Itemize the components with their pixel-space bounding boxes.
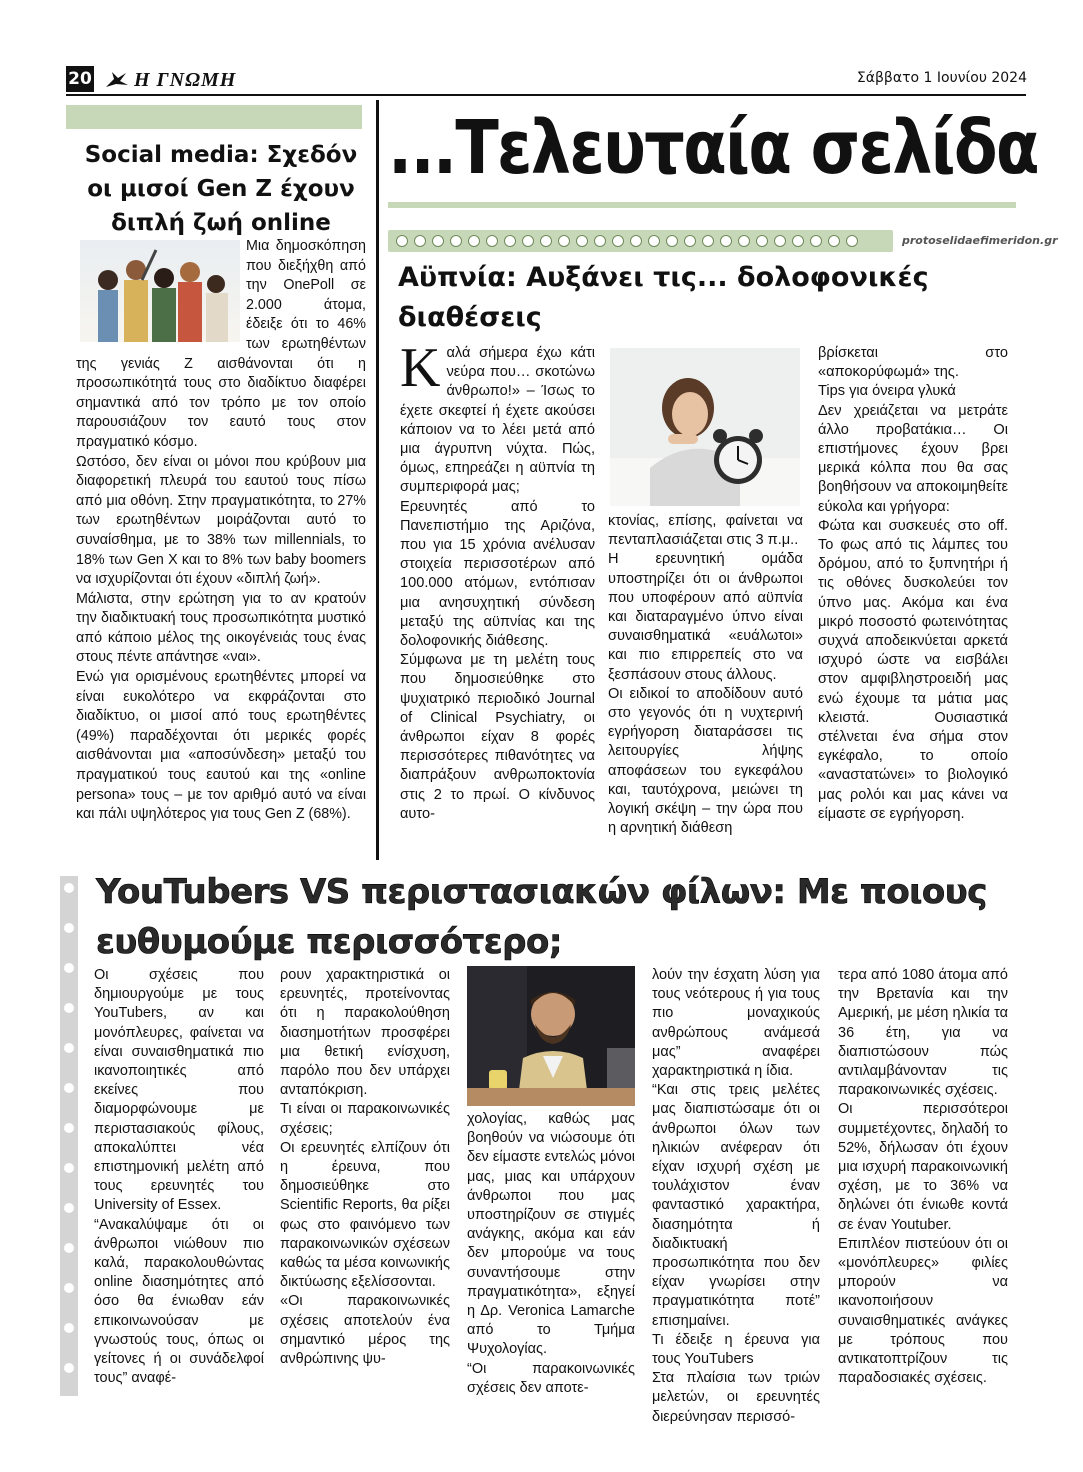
dot-icon [792, 235, 804, 247]
bird-logo-icon [104, 69, 130, 91]
paragraph: κτονίας, επίσης, φαίνεται να πενταπλασιάζεται στις 3 π.μ.. [608, 513, 803, 549]
subheading: Τι είναι οι παρακοινωνικές σχέσεις; [280, 1101, 450, 1137]
dot-icon [846, 235, 858, 247]
paragraph: αλά σήμερα έχω κάτι νεύρα που… σκοτώνω άνθρωπο!» – Ίσως το έχετε σκεφτεί ή έχετε ακούσει κάποιον να το λέει μετά από μια άγρυπνη νύχτα. Πώς, όμως, επηρεάζει η αϋπνία τη συμπεριφορά μας; [400, 345, 595, 496]
photo-spacer [76, 237, 246, 345]
dots-decoration-bar [388, 230, 893, 252]
dot-icon [468, 235, 480, 247]
dot-icon [738, 235, 750, 247]
youtuber-photo [467, 966, 635, 1106]
social-media-headline: Social media: Σχεδόν οι μισοί Gen Z έχουν διπλή ζωή online [84, 142, 358, 236]
header-rule [66, 94, 1026, 96]
subheading: Τι έδειξε η έρευνα για τους YouTubers [652, 1331, 820, 1368]
dot-icon [630, 235, 642, 247]
dot-icon [450, 235, 462, 247]
insomnia-headline: Αϋπνία: Αυξάνει τις... δολοφονικές διαθέσεις [398, 262, 929, 333]
paragraph: Οι σχέσεις που δημιουργούμε με τους YouTubers, αν και μονόπλευρες, φαίνεται να είναι συναισθηματικά πιο ικανοποιητικές από εκείνες που διαμορφώνουμε με περιστασιακούς φίλους, αποκαλύπτει νέα επιστημονική μελέτη από τους ερευνητές του University of Essex. [94, 967, 264, 1214]
paragraph: τερα από 1080 άτομα από την Βρετανία και την Αμερική, με μέση ηλικία τα 36 έτη, για να διαπιστώσουν πώς αντιλαμβάνονταν τις παρακοινωνικές σχέσεις. [838, 967, 1008, 1099]
paragraph: Μια δημοσκόπηση που διεξήχθη από την OnePoll σε 2.000 άτομα, έδειξε ότι το 46% των ερωτηθέντων της γενιάς Z αισθάνονται ότι η προσωπικότητά τους στο διαδίκτυο διαφέρει σημαντικά από τον τρόπο με τον οποίο παρουσιάζουν τον εαυτό τους στον πραγματικό κόσμο. [76, 238, 366, 450]
paragraph: Στα πλαίσια των τριών μελετών, οι ερευνητές διερεύνησαν περισσό- [652, 1370, 820, 1425]
dot-icon [522, 235, 534, 247]
dot-icon [828, 235, 840, 247]
paragraph: Ενώ για ορισμένους ερωτηθέντες μπορεί να είναι ευκολότερο να εκφράζονται στο διαδίκτυο, οι μισοί από τους ερωτηθέντες (49%) παραδέχονται ότι μερικές φορές αισθάνονται μια «αποσύνδεση» μεταξύ του πραγματικού τους εαυτού και της «online persona» τους – με τον αριθμό αυτό να είναι και πάλι υψηλότερος για τους Gen Z (68%). [76, 669, 366, 823]
youtubers-column-1 [94, 966, 264, 1388]
paragraph: «Οι παρακοινωνικές σχέσεις αποτελούν ένα σημαντικό μέρος της ανθρώπινης ψυ- [280, 1293, 450, 1368]
paragraph: Δεν χρειάζεται να μετράτε άλλο προβατάκια… Οι επιστήμονες έχουν βρει μερικά κόλπα που θα σας βοηθήσουν να αποκοιμηθείτε εύκολα και γρήγορα: [818, 402, 1008, 515]
dot-icon [810, 235, 822, 247]
insomnia-column-1 [400, 337, 595, 824]
paragraph: βρίσκεται στο «αποκορύφωμά» της. [818, 345, 1008, 381]
newspaper-logo [104, 66, 244, 94]
dot-icon [414, 235, 426, 247]
source-site: protoselidaefimeridon.gr [902, 234, 1058, 247]
paragraph: Επιπλέον πιστεύουν ότι οι «μονόπλευρες» φιλίες μπορούν να ικανοποιήσουν συναισθηματικές ανάγκες με τρόπους που αντικατοπτρίζουν τις παραδοσιακές σχέσεις. [838, 1235, 1008, 1387]
paragraph: ρουν χαρακτηριστικά οι ερευνητές, προτείνοντας ότι η παρακολούθηση διασημοτήτων προσφέρει μια θετική ενίσχυση, παρόλο που δεν υπάρχει ανταπόκριση. [280, 967, 450, 1099]
paragraph: Οι ερευνητές ελπίζουν ότι η έρευνα, που δημοσιεύθηκε στο Scientific Reports, θα ρίξει φως στο φαινόμενο των παρακοινωνικών σχέσεων καθώς τα μέσα κοινωνικής δικτύωσης εξελίσσονται. [280, 1139, 450, 1291]
paragraph: Μάλιστα, στην ερώτηση για το αν κρατούν την διαδικτυακή τους προσωπικότητα μυστικό από κάποιο μέλος της οικογένειάς τους ένας στους πέντε απάντησε «ναι». [76, 590, 366, 666]
insomnia-column-3 [818, 344, 1008, 824]
youtubers-column-5 [838, 966, 1008, 1388]
dot-icon [504, 235, 516, 247]
dot-icon [396, 235, 408, 247]
dot-icon [540, 235, 552, 247]
paragraph: Οι περισσότεροι συμμετέχοντες, δηλαδή το 52%, δήλωσαν ότι έχουν μια ισχυρή παρακοινωνική σχέση, με το 36% να δηλώνει ότι ένιωθε κοντά σε έναν Youtuber. [838, 1101, 1008, 1233]
sleepless-woman-photo [610, 348, 800, 506]
paragraph: Η ερευνητική ομάδα υποστηρίζει ότι οι άνθρωποι που υποφέρουν από αϋπνία και διαταραγμένο ύπνο είναι συναισθηματικά «ευάλωτοι» και πιο επιρρεπείς στο να ξεσπάσουν στους άλλους. [608, 551, 803, 683]
dot-icon [720, 235, 732, 247]
dot-icon [774, 235, 786, 247]
column-divider [376, 100, 379, 860]
paragraph: Φώτα και συσκευές στο off. Το φως από τις λάμπες του δρόμου, από το ξυπνητήρι ή τις οθόνες δυσκολεύει τον ύπνο μας. Ακόμα και ένα μικρό ποσοστό φωτεινότητας συχνά αποδεικνύεται αρκετά ισχυρό ώστε να εισβάλει στον αμφιβληστροειδή μας ενώ έχουμε τα μάτια μας κλειστά. Ουσιαστικά στέλνεται ένα σήμα στον εγκέφαλο, το οποίο «αναστατώνει» το βιολογικό μας ρολόι και μας κάνει να είμαστε σε εγρήγορση. [818, 517, 1008, 822]
paragraph: “Ανακαλύψαμε ότι οι άνθρωποι νιώθουν πιο καλά, παρακολουθώντας online διασημότητες από όσο θα ένιωθαν εάν επικοινωνούσαν με γνωστούς τους, όπως οι γείτονες ή οι συνάδελφοί τους” αναφέ- [94, 1216, 264, 1387]
dot-icon [486, 235, 498, 247]
youtubers-column-4 [652, 966, 820, 1427]
film-strip-decoration [60, 876, 78, 1396]
insomnia-column-2 [608, 512, 803, 838]
dot-icon [684, 235, 696, 247]
paragraph: Ωστόσο, δεν είναι οι μόνοι που κρύβουν μια διαφορετική πλευρά του εαυτού τους πίσω από μια οθόνη. Στην πραγματικότητα, το 27% των ερωτηθέντων μοιράζονται αυτό το συναίσθημα, με το 38% των millennials, το 18% των Gen X και το 8% των baby boomers να ισχυρίζονται ότι έχουν «διπλή ζωή». [76, 453, 366, 588]
dot-icon [594, 235, 606, 247]
dot-icon [756, 235, 768, 247]
dot-icon [648, 235, 660, 247]
paragraph: Σύμφωνα με τη μελέτη τους που δημοσιεύθηκε στο ψυχιατρικό περιοδικό Journal of Clinical Psychiatry, οι άνθρωποι είχαν 8 φορές περισσότερες πιθανότητες να διαπράξουν ανθρωποκτονία στις 2 το πρωί. Ο κίνδυνος αυτο- [400, 652, 595, 822]
dot-icon [702, 235, 714, 247]
dot-icon [432, 235, 444, 247]
dot-icon [558, 235, 570, 247]
last-page-banner: ...Τελευταία σελίδα [388, 105, 1038, 191]
social-media-body [76, 237, 366, 825]
dot-icon [576, 235, 588, 247]
subheading: Tips για όνειρα γλυκά [818, 383, 956, 400]
paragraph: “Και στις τρεις μελέτες μας διαπιστώσαμε ότι οι άνθρωποι όλων των ηλικιών ανέφεραν ότι είχαν ισχυρή σχέση με τουλάχιστον έναν φανταστικό χαρακτήρα, διασημότητα ή διαδικτυακή προσωπικότητα που δεν είχαν γνωρίσει στην πραγματικότητα ποτέ” επισημαίνει. [652, 1082, 820, 1329]
youtubers-column-3 [467, 1110, 635, 1398]
paragraph: λούν την έσχατη λύση για τους νεότερους ή για τους πιο μοναχικούς ανθρώπους ανάμεσά μας” αναφέρει χαρακτηριστικά η ίδια. [652, 967, 820, 1080]
issue-date: Σάββατο 1 Ιουνίου 2024 [856, 70, 1027, 86]
youtubers-headline: YouTubers VS περιστασιακών φίλων: Με ποιους ευθυμούμε περισσότερο; [96, 872, 987, 962]
page-number: 20 [66, 66, 94, 92]
section-accent-bar [66, 105, 362, 129]
youtubers-column-2 [280, 966, 450, 1369]
dot-icon [666, 235, 678, 247]
drop-cap: Κ [400, 337, 441, 399]
dot-icon [612, 235, 624, 247]
paragraph: “Οι παρακοινωνικές σχέσεις δεν αποτε- [467, 1360, 635, 1396]
newspaper-name: Η ΓΝΩΜΗ [134, 68, 237, 91]
paragraph: Ερευνητές από το Πανεπιστήμιο της Αριζόνα, που για 15 χρόνια ανέλυσαν στοιχεία περισσοτέρων από 100.000 ατόμων, εντόπισαν μια ανησυχητική σύνδεση μεταξύ της αϋπνίας και της δολοφονικής διάθεσης. [400, 498, 595, 650]
paragraph: Οι ειδικοί το αποδίδουν αυτό στο γεγονός ότι η νυχτερινή εγρήγορση διαταράσσει τις λειτουργίες λήψης αποφάσεων του εγκεφάλου και, ταυτόχρονα, μειώνει τη λογική σκέψη – την ώρα που η αρνητική διάθεση [608, 685, 803, 837]
paragraph: χολογίας, καθώς μας βοηθούν να νιώσουμε ότι δεν είμαστε εντελώς μόνοι μας, μιας και υπάρχουν άνθρωποι που μας υποστηρίζουν σε στιγμές ανάγκης, ακόμα και εάν δεν μπορούμε να τους συναντήσουμε στην πραγματικότητα», εξηγεί η Δρ. Veronica Lamarche από το Τμήμα Ψυχολογίας. [467, 1111, 635, 1358]
banner-underline [388, 202, 1016, 208]
